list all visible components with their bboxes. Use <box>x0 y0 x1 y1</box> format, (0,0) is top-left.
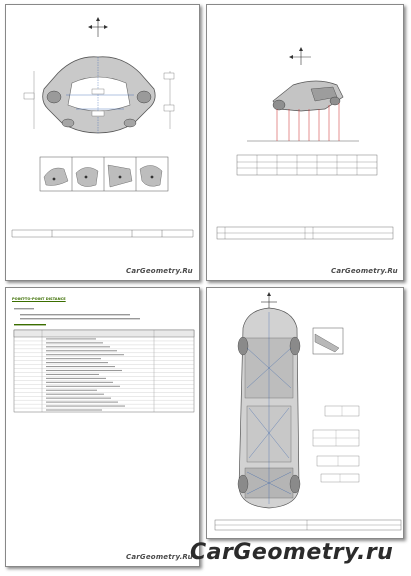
distance-table-drawing <box>6 288 199 566</box>
table-row-text-placeholder <box>46 409 102 410</box>
table-row-text-placeholder <box>46 346 110 347</box>
watermark-logo: CarGeometry.Ru <box>126 553 193 561</box>
table-row-text-placeholder <box>46 366 115 367</box>
watermark-logo: CarGeometry.Ru <box>331 267 398 275</box>
table-row-text-placeholder <box>46 370 122 371</box>
table-row-text-placeholder <box>46 382 113 383</box>
table-row-text-placeholder <box>46 394 104 395</box>
table-row-text-placeholder <box>46 406 125 407</box>
table-row-text-placeholder <box>46 374 99 375</box>
watermark-logo: CarGeometry.Ru <box>126 267 193 275</box>
page-underbody-view <box>206 287 404 539</box>
page-rear-subframe <box>206 4 404 281</box>
table-row-text-placeholder <box>46 386 120 387</box>
table-row-text-placeholder <box>46 354 124 355</box>
table-row-text-placeholder <box>46 362 108 363</box>
table-row-text-placeholder <box>46 378 106 379</box>
underbody-drawing <box>207 288 403 538</box>
page-front-subframe <box>5 4 200 281</box>
table-row-text-placeholder <box>46 390 97 391</box>
table-row-text-placeholder <box>46 350 117 351</box>
table-row-text-placeholder <box>46 398 111 399</box>
page-heading[interactable]: POINT-TO-POINT DISTANCE <box>12 297 66 301</box>
page-point-to-point-distance <box>5 287 200 567</box>
table-row-text-placeholder <box>46 358 101 359</box>
table-row-text-placeholder <box>46 402 118 403</box>
table-row-text-placeholder <box>46 342 103 343</box>
front-subframe-drawing <box>6 5 199 280</box>
footer-watermark-logo: CarGeometry.ru <box>190 540 394 565</box>
rear-subframe-drawing <box>207 5 403 280</box>
table-row-text-placeholder <box>46 338 96 339</box>
